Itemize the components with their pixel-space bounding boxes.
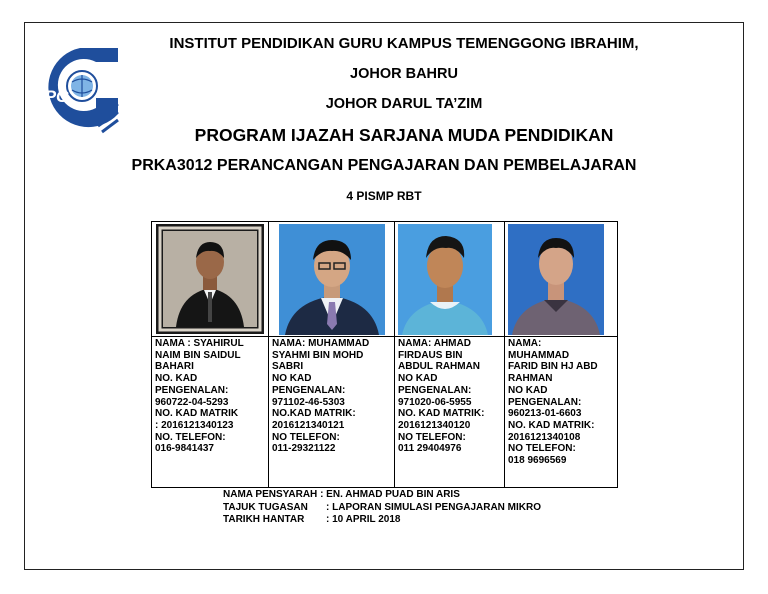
task-row: TAJUK TUGASAN : LAPORAN SIMULASI PENGAJARAN MIKRO [223, 501, 542, 513]
student-photo-3 [398, 224, 492, 335]
photo-cell [505, 222, 617, 337]
course-title: PRKA3012 PERANCANGAN PENGAJARAN DAN PEMBELAJARAN [131, 157, 637, 174]
student-photo-1 [156, 224, 264, 334]
student-column-1 [152, 222, 269, 487]
class-name: 4 PISMP RBT [346, 189, 422, 203]
student-info-2: NAMA: MUHAMMAD SYAHMI BIN MOHD SABRI NO KAD PENGENALAN: 971102-46-5303 NO.KAD MATRIK: 2016121340121 NO TELEFON: 011-29321122 [272, 338, 370, 455]
submission-details [223, 489, 541, 527]
program-title: PROGRAM IJAZAH SARJANA MUDA PENDIDIKAN [194, 125, 614, 145]
student-info-3: NAMA: AHMAD FIRDAUS BIN ABDUL RAHMAN NO KAD PENGENALAN: 971020-06-5955 NO. KAD MATRIK: 2016121340120 NO TELEFON: 011 29404976 [398, 338, 485, 455]
student-info-1: NAMA : SYAHIRUL NAIM BIN SAIDUL BAHARI NO. KAD PENGENALAN: 960722-04-5293 NO. KAD MATRIK : 2016121340123 NO. TELEFON: 016-9841437 [155, 338, 244, 455]
lecturer-row: NAMA PENSYARAH : EN. AHMAD PUAD BIN ARIS [223, 489, 460, 500]
institute-name: INSTITUT PENDIDIKAN GURU KAMPUS TEMENGGONG IBRAHIM, [169, 35, 639, 52]
students-table [151, 221, 618, 488]
photo-cell [395, 222, 504, 337]
institute-state: JOHOR DARUL TA’ZIM [325, 96, 483, 112]
student-photo-2 [279, 224, 385, 335]
svg-text:iPG: iPG [40, 87, 70, 106]
student-info-4: NAMA: MUHAMMAD FARID BIN HJ ABD RAHMAN NO KAD PENGENALAN: 960213-01-6603 NO. KAD MATRIK: 2016121340108 NO TELEFON: 018 9696569 [508, 338, 598, 467]
institute-city: JOHOR BAHRU [350, 66, 458, 82]
student-column-3 [395, 222, 505, 487]
date-row: TARIKH HANTAR : 10 APRIL 2018 [223, 514, 401, 525]
photo-cell [152, 222, 268, 337]
student-column-4 [505, 222, 617, 487]
student-photo-4 [508, 224, 604, 335]
photo-cell [269, 222, 394, 337]
student-column-2 [269, 222, 395, 487]
